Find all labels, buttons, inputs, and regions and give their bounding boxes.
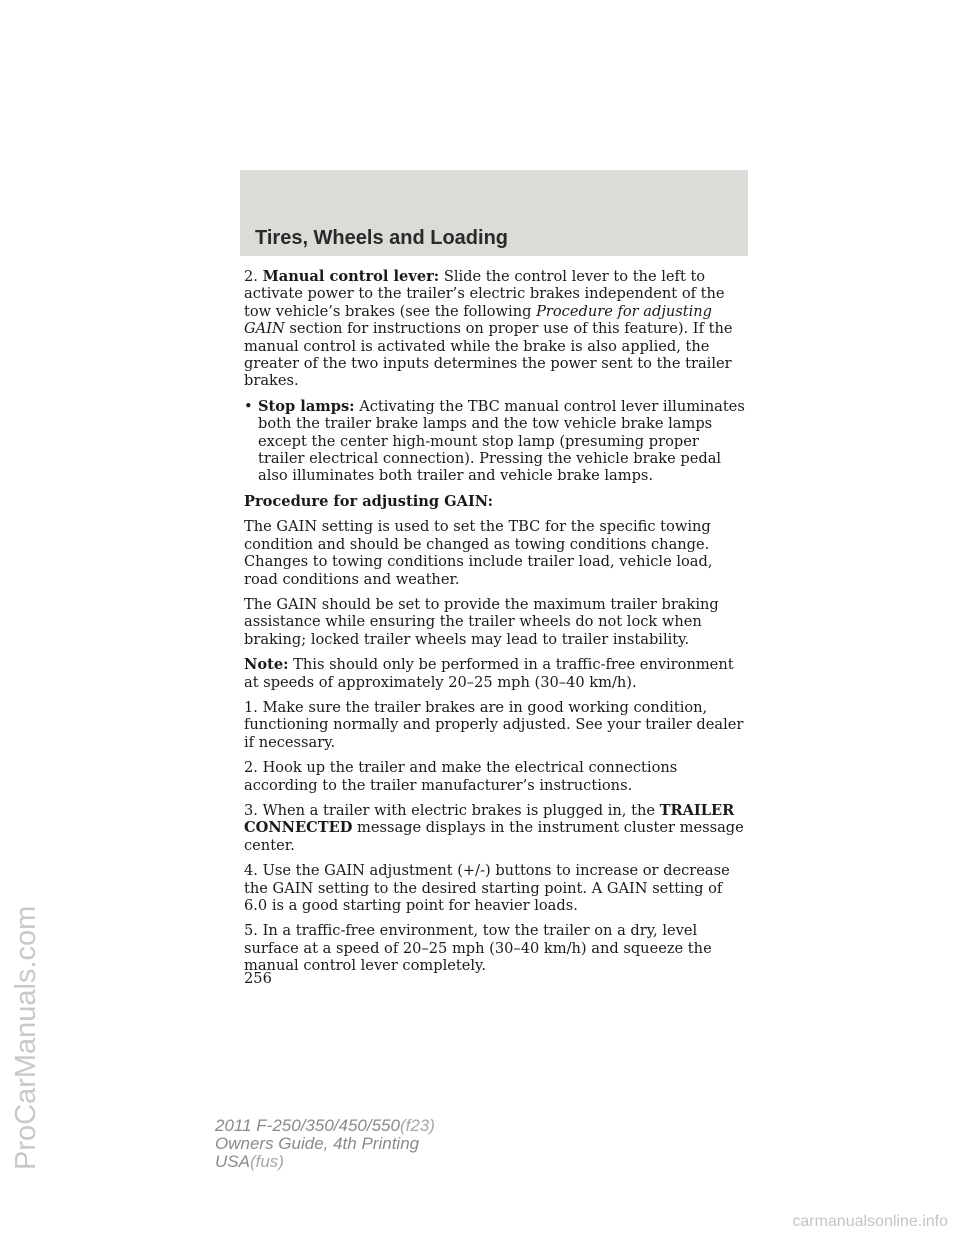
term-manual-control-lever: Manual control lever:	[262, 268, 440, 285]
step-2: 2. Hook up the trailer and make the electrical connections according to the trailer manufacturer’s instructions.	[244, 759, 678, 794]
note: Note: This should only be performed in a traffic-free environment at speeds of approximately 20–25 mph (30–40 km/h).	[244, 656, 734, 691]
footer-line-edition: Owners Guide, 4th Printing	[215, 1134, 420, 1153]
watermark-side: ProCarManuals.com	[10, 905, 42, 1170]
page-number: 256	[244, 970, 272, 987]
footer-publication-info	[215, 1117, 435, 1171]
step-5: 5. In a traffic-free environment, tow the trailer on a dry, level surface at a speed of 20–25 mph (30–40 km/h) and squeeze the manual control lever completely.	[244, 922, 712, 975]
heading-procedure-gain: Procedure for adjusting GAIN:	[244, 492, 493, 510]
watermark-bottom: carmanualsonline.info	[792, 1213, 948, 1230]
note-label: Note:	[244, 656, 289, 674]
paragraph-gain-setting: The GAIN setting is used to set the TBC for the specific towing condition and should be changed as towing conditions change. Changes to towing conditions include trailer load, vehicle load, road conditions and weather.	[244, 518, 713, 588]
message-trailer-connected: TRAILER CONNECTED	[244, 801, 735, 837]
footer-line-model: 2011 F-250/350/450/550(f23)	[215, 1116, 435, 1135]
step-4: 4. Use the GAIN adjustment (+/-) buttons to increase or decrease the GAIN setting to the desired starting point. A GAIN setting of 6.0 is a good starting point for heavier loads.	[244, 862, 730, 914]
step-3: 3. When a trailer with electric brakes is plugged in, the TRAILER CONNECTED message displays in the instrument cluster message center.	[244, 801, 744, 854]
step-1: 1. Make sure the trailer brakes are in good working condition, functioning normally and properly adjusted. See your trailer dealer if necessary.	[244, 698, 744, 751]
paragraph-gain-max: The GAIN should be set to provide the maximum trailer braking assistance while ensuring the trailer wheels do not lock when braking; locked trailer wheels may lead to trailer instability.	[244, 595, 719, 648]
section-header-band	[240, 170, 748, 256]
bullet-icon: •	[244, 397, 253, 415]
footer-line-region: USA(fus)	[215, 1152, 284, 1171]
term-stop-lamps: Stop lamps:	[258, 397, 355, 415]
paragraph-manual-control-lever: 2. Manual control lever: Slide the control lever to the left to activate power to the trailer’s electric brakes independent of the tow vehicle’s brakes (see the following Procedure for adjusting GAIN section for instructions on proper use of this feature). If the manual control is activated while the brake is also applied, the greater of the two inputs determines the power sent to the trailer brakes.	[244, 268, 733, 390]
section-title: Tires, Wheels and Loading	[255, 227, 509, 249]
cross-reference: Procedure for adjusting GAIN	[244, 302, 713, 338]
page-body	[244, 268, 748, 983]
bullet-item-stop-lamps: • Stop lamps: Activating the TBC manual control lever illuminates both the trailer brake lamps and the tow vehicle brake lamps except the center high-mount stop lamp (presuming proper trailer electrical connection). Pressing the vehicle brake pedal also illuminates both trailer and vehicle brake lamps.	[244, 397, 745, 485]
